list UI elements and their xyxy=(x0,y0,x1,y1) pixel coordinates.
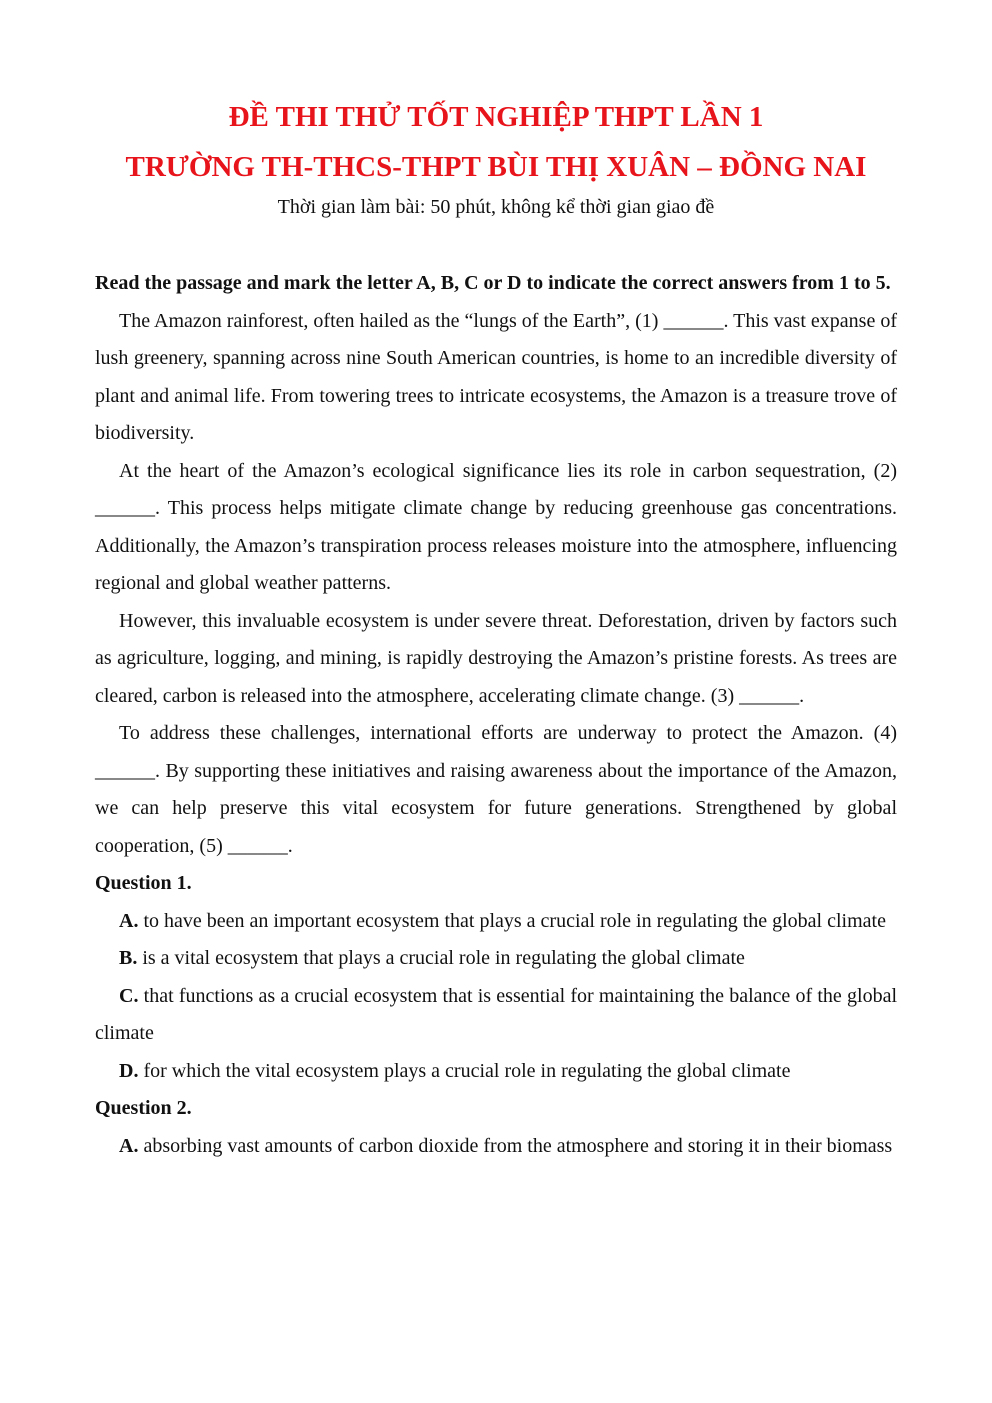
answer-option-d[interactable] xyxy=(95,1053,897,1091)
passage-paragraph-2: At the heart of the Amazon’s ecological significance lies its role in carbon sequestration, (2) ______. This process helps mitigate climate change by reducing greenhouse gas concentrations. Additionally, the Amazon’s transpiration process releases moisture into the atmosphere, influencing regional and global weather patterns. xyxy=(95,459,897,594)
answer-option-c[interactable] xyxy=(95,978,897,1053)
question-label: Question 1. xyxy=(95,872,192,894)
passage-paragraph-4: To address these challenges, international efforts are underway to protect the Amazon. (4) ______. By supporting these initiatives and raising awareness about the importance of the Amazon, we can help preserve this vital ecosystem for future generations. Strengthened by global cooperation, (5) ______. xyxy=(95,722,897,857)
option-letter: C. xyxy=(119,984,139,1007)
exam-title-line-1: ĐỀ THI THỬ TỐT NGHIỆP THPT LẦN 1 xyxy=(228,101,764,133)
option-text: absorbing vast amounts of carbon dioxide from the atmosphere and storing it in their biomass xyxy=(143,1134,893,1157)
option-letter: A. xyxy=(119,1134,139,1157)
question-2 xyxy=(95,1090,897,1165)
exam-title-line-2: TRƯỜNG TH-THCS-THPT BÙI THỊ XUÂN – ĐỒNG NAI xyxy=(125,151,867,183)
exam-page xyxy=(95,92,897,1165)
option-text: that functions as a crucial ecosystem that is essential for maintaining the balance of the global climate xyxy=(95,984,898,1044)
option-letter: D. xyxy=(119,1059,139,1082)
question-label: Question 2. xyxy=(95,1097,192,1119)
question-1 xyxy=(95,865,897,1090)
option-text: to have been an important ecosystem that plays a crucial role in regulating the global climate xyxy=(143,909,886,932)
option-text: is a vital ecosystem that plays a crucial role in regulating the global climate xyxy=(142,947,745,969)
passage-paragraph-1: The Amazon rainforest, often hailed as the “lungs of the Earth”, (1) ______. This vast expanse of lush greenery, spanning across nine South American countries, is home to an incredible diversity of plant and animal life. From towering trees to intricate ecosystems, the Amazon is a treasure trove of biodiversity. xyxy=(95,309,897,444)
section-instruction: Read the passage and mark the letter A, B, C or D to indicate the correct answers from 1 to 5. xyxy=(95,272,891,294)
option-letter: A. xyxy=(119,909,139,932)
option-text: for which the vital ecosystem plays a crucial role in regulating the global climate xyxy=(143,1059,791,1082)
answer-option-a[interactable] xyxy=(95,903,897,941)
answer-option-a[interactable] xyxy=(95,1128,897,1166)
passage-paragraph-3: However, this invaluable ecosystem is under severe threat. Deforestation, driven by factors such as agriculture, logging, and mining, is rapidly destroying the Amazon’s pristine forests. As trees are cleared, carbon is released into the atmosphere, accelerating climate change. (3) ______. xyxy=(95,609,897,707)
exam-subtitle: Thời gian làm bài: 50 phút, không kể thời gian giao đề xyxy=(277,196,715,218)
answer-option-b[interactable] xyxy=(95,940,897,978)
option-letter: B. xyxy=(119,947,138,969)
